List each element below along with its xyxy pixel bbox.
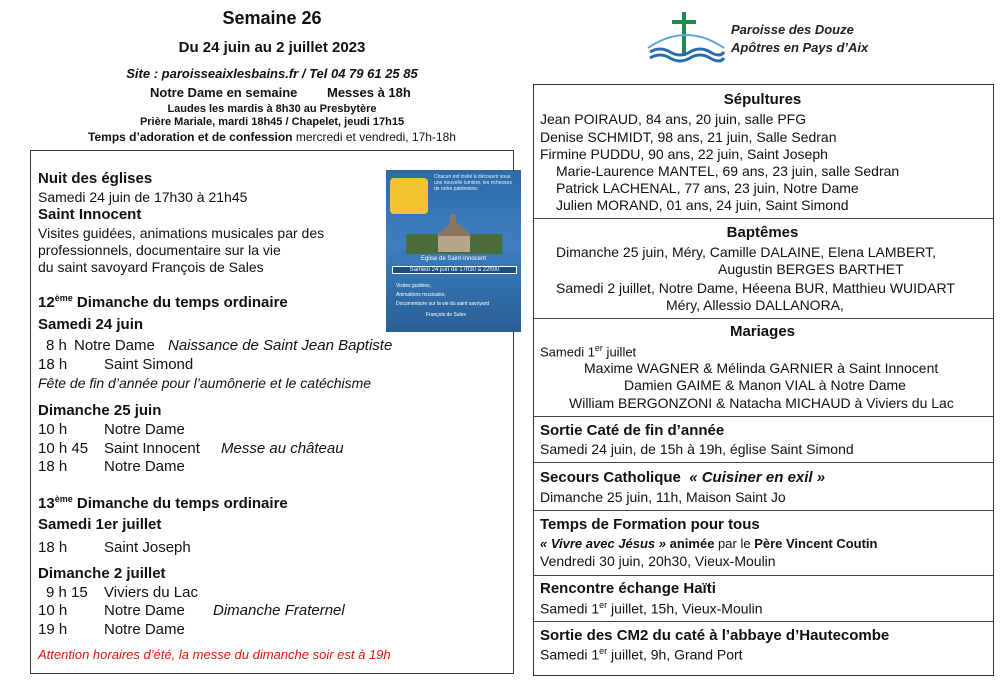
dimanche-2-time-3: 19 h: [38, 621, 68, 638]
formation-subtitle: « Vivre avec Jésus » animée par le Père Vincent Coutin: [540, 536, 878, 551]
nuit-place: Saint Innocent: [38, 206, 142, 223]
mariage-3: William BERGONZONI & Natacha MICHAUD à Viviers du Lac: [569, 395, 954, 411]
dimanche-2-place-3: Notre Dame: [104, 621, 185, 638]
divider: [533, 218, 993, 219]
poster-footer: François de Sales: [426, 312, 467, 318]
dimanche-2-note-2: Dimanche Fraternel: [213, 602, 345, 619]
poster-bullet-2: Animations musicales,: [396, 292, 446, 298]
sepulture-2: Denise SCHMIDT, 98 ans, 21 juin, Salle Sedran: [540, 129, 837, 145]
divider: [533, 462, 993, 463]
nuit-desc-2: professionnels, documentaire sur la vie: [38, 242, 281, 258]
sepulture-6: Julien MORAND, 01 ans, 24 juin, Saint Simond: [556, 197, 849, 213]
mariages-date: Samedi 1er juillet: [540, 343, 637, 360]
dimanche-25-place-1: Notre Dame: [104, 421, 185, 438]
mariage-2: Damien GAIME & Manon VIAL à Notre Dame: [624, 377, 906, 393]
nuit-date: Samedi 24 juin de 17h30 à 21h45: [38, 189, 248, 205]
poster-church: Eglise de Saint-Innocent: [420, 256, 487, 262]
dimanche-25-time-3: 18 h: [38, 458, 68, 475]
poster-top-text: Chacun est invité à découvrir sous une nouvelle lumière, les richesses de notre patrimoine.: [434, 174, 512, 192]
divider: [533, 575, 993, 576]
formation-title: Temps de Formation pour tous: [540, 516, 760, 533]
cm2-text: Samedi 1er juillet, 9h, Grand Port: [540, 646, 743, 663]
dimanche-25-time-1: 10 h: [38, 421, 68, 438]
dimanche-25-note-2: Messe au château: [221, 440, 344, 457]
church-image-icon: [406, 214, 502, 254]
laudes-info: Laudes les mardis à 8h30 au Presbytère: [167, 103, 377, 115]
summer-warning: Attention horaires d’été, la messe du dimanche soir est à 19h: [38, 647, 391, 662]
mariage-1: Maxime WAGNER & Mélinda GARNIER à Saint Innocent: [584, 360, 939, 376]
dimanche-25-place-2: Saint Innocent: [104, 440, 200, 457]
samedi-24-place-1: Notre Dame: [74, 337, 155, 354]
nuit-desc-1: Visites guidées, animations musicales par des: [38, 225, 325, 241]
dimanche-25-title: Dimanche 25 juin: [38, 402, 162, 419]
dimanche-2-place-2: Notre Dame: [104, 602, 185, 619]
sepulture-5: Patrick LACHENAL, 77 ans, 23 juin, Notre Dame: [556, 180, 859, 196]
samedi-1-place: Saint Joseph: [104, 539, 191, 556]
divider: [533, 416, 993, 417]
site-contact[interactable]: Site : paroisseaixlesbains.fr / Tel 04 79 61 25 85: [126, 66, 418, 81]
logo-text-line1: Paroisse des Douze: [731, 22, 854, 37]
bapteme-line-2: Augustin BERGES BARTHET: [718, 261, 904, 277]
sunday-13-title: 13ème Dimanche du temps ordinaire: [38, 494, 288, 512]
adoration-info: Temps d’adoration et de confession mercredi et vendredi, 17h-18h: [88, 130, 456, 144]
divider: [533, 510, 993, 511]
bapteme-line-1: Dimanche 25 juin, Méry, Camille DALAINE, Elena LAMBERT,: [556, 244, 936, 260]
dimanche-2-place-1: Viviers du Lac: [104, 584, 198, 601]
dimanche-2-time-2: 10 h: [38, 602, 68, 619]
bapteme-line-4: Méry, Allessio DALLANORA,: [666, 297, 844, 313]
cate-title: Sortie Caté de fin d’année: [540, 422, 725, 439]
samedi-24-title: Samedi 24 juin: [38, 316, 144, 333]
baptemes-title: Baptêmes: [726, 224, 799, 241]
week-dates: Du 24 juin au 2 juillet 2023: [178, 39, 366, 56]
divider: [533, 621, 993, 622]
weekday-mass-time: Messes à 18h: [327, 85, 411, 100]
samedi-1-title: Samedi 1er juillet: [38, 516, 162, 533]
parish-logo: [646, 8, 726, 68]
poster-logo: [390, 178, 428, 214]
sepultures-title: Sépultures: [723, 91, 802, 108]
samedi-1-time: 18 h: [38, 539, 68, 556]
poster-bullet-3: Documentaire sur la vie du saint savoyard: [396, 301, 490, 307]
formation-text: Vendredi 30 juin, 20h30, Vieux-Moulin: [540, 553, 776, 569]
event-poster: [386, 170, 521, 332]
dimanche-25-place-3: Notre Dame: [104, 458, 185, 475]
samedi-24-time-2: 18 h: [38, 356, 68, 373]
divider: [533, 318, 993, 319]
secours-text: Dimanche 25 juin, 11h, Maison Saint Jo: [540, 489, 786, 505]
sunday-12-title: 12ème Dimanche du temps ordinaire: [38, 293, 288, 311]
sepulture-1: Jean POIRAUD, 84 ans, 20 juin, salle PFG: [540, 111, 807, 127]
cross-waves-icon: [646, 8, 726, 68]
poster-datetime: Samedi 24 juin de 17h30 à 22h00: [392, 266, 517, 274]
bapteme-line-3: Samedi 2 juillet, Notre Dame, Héeena BUR, Matthieu WUIDART: [556, 280, 955, 296]
dimanche-2-title: Dimanche 2 juillet: [38, 565, 166, 582]
logo-text-line2: Apôtres en Pays d’Aix: [731, 40, 869, 55]
haiti-title: Rencontre échange Haïti: [540, 580, 716, 597]
dimanche-2-time-1: 9 h 15: [46, 584, 88, 601]
cate-text: Samedi 24 juin, de 15h à 19h, église Saint Simond: [540, 441, 854, 457]
nuit-desc-3: du saint savoyard François de Sales: [38, 259, 264, 275]
samedi-24-time-1: 8 h: [46, 337, 67, 354]
samedi-24-note-1: Naissance de Saint Jean Baptiste: [168, 337, 393, 354]
cm2-title: Sortie des CM2 du caté à l’abbaye d’Hautecombe: [540, 627, 890, 644]
weekday-mass-label: Notre Dame en semaine: [150, 85, 298, 100]
dimanche-25-time-2: 10 h 45: [38, 440, 89, 457]
haiti-text: Samedi 1er juillet, 15h, Vieux-Moulin: [540, 600, 763, 617]
sepulture-4: Marie-Laurence MANTEL, 69 ans, 23 juin, salle Sedran: [556, 163, 900, 179]
poster-bullet-1: Visites guidées,: [396, 283, 431, 289]
secours-title: Secours Catholique « Cuisiner en exil »: [540, 469, 826, 486]
sepulture-3: Firmine PUDDU, 90 ans, 22 juin, Saint Joseph: [540, 146, 828, 162]
week-title: Semaine 26: [222, 8, 322, 28]
priere-info: Prière Mariale, mardi 18h45 / Chapelet, jeudi 17h15: [139, 116, 405, 128]
nuit-title: Nuit des églises: [38, 170, 153, 187]
samedi-24-place-2: Saint Simond: [104, 356, 194, 373]
samedi-24-note: Fête de fin d’année pour l’aumônerie et le catéchisme: [38, 375, 372, 391]
mariages-title: Mariages: [729, 323, 796, 340]
